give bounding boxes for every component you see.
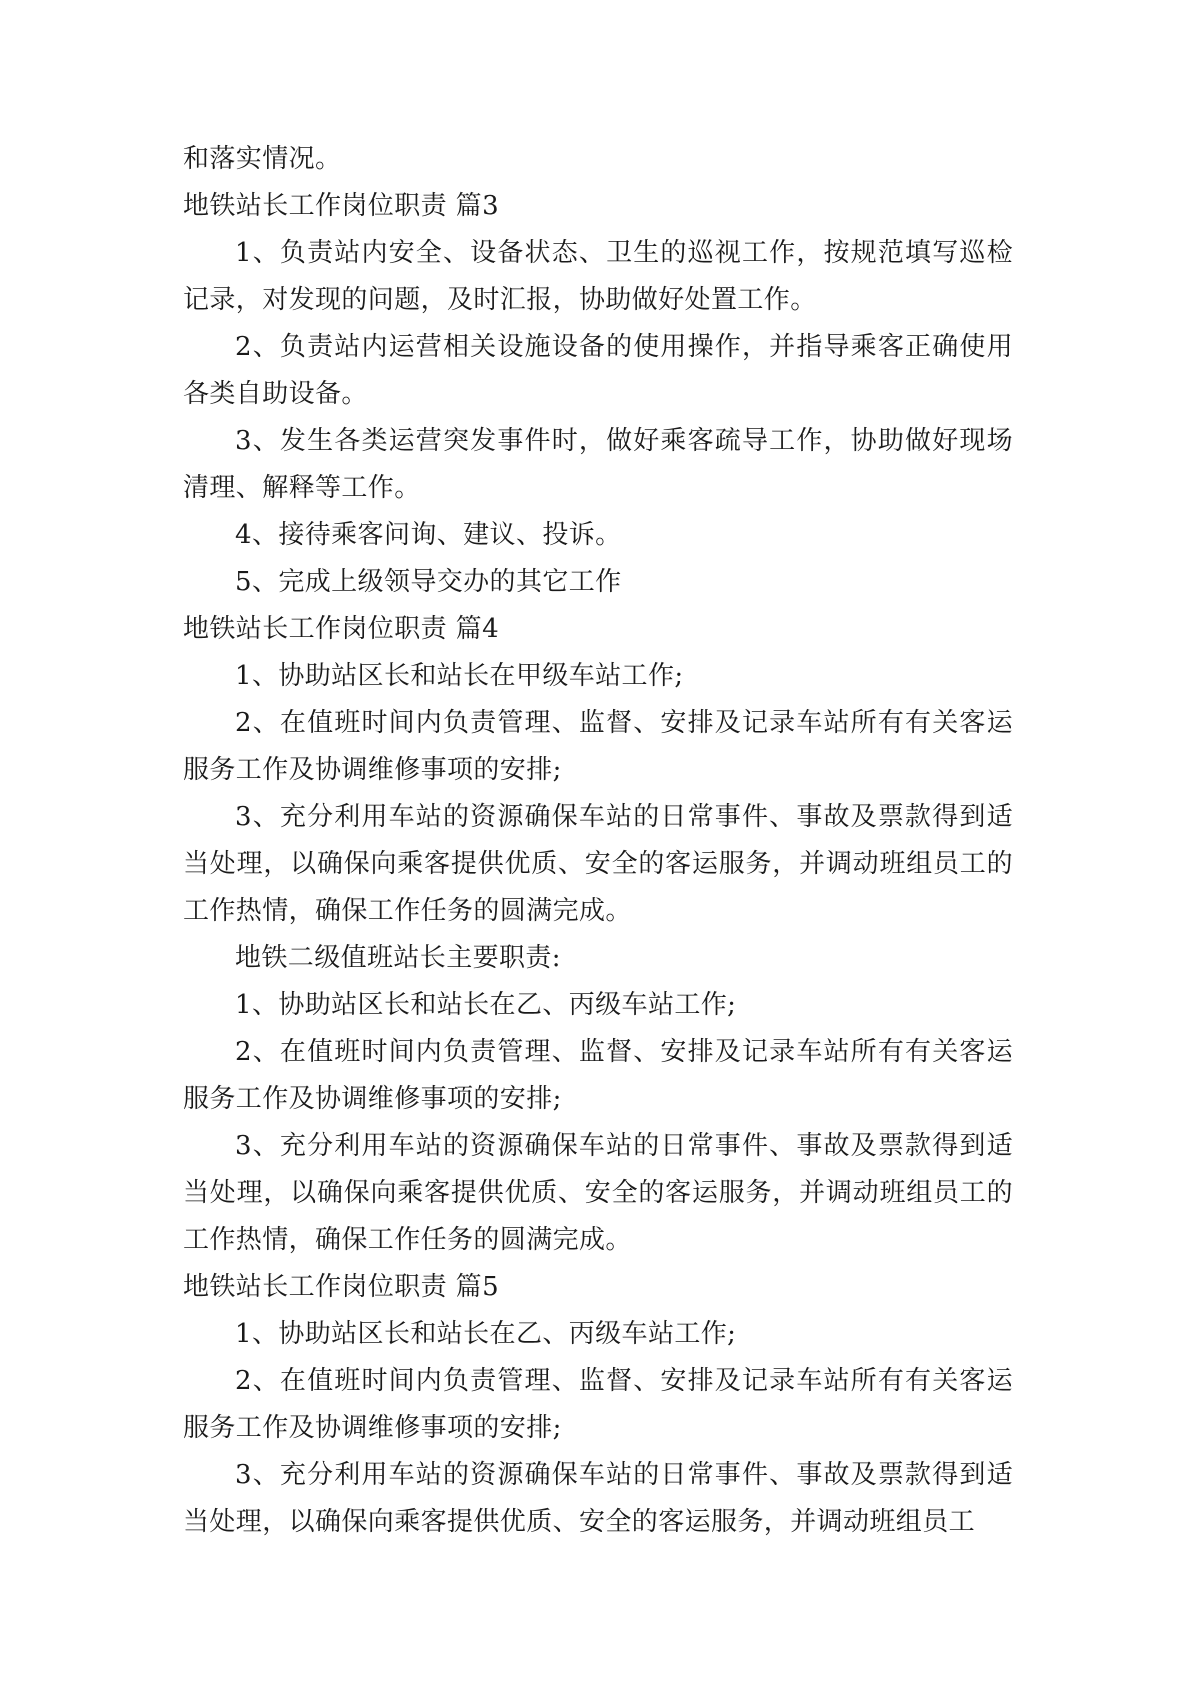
list-item: 4、接待乘客问询、建议、投诉。 — [235, 520, 622, 550]
list-item: 2、负责站内运营相关设施设备的使用操作，并指导乘客正确使用各类自助设备。 — [183, 332, 1013, 409]
list-item: 1、协助站区长和站长在甲级车站工作; — [235, 661, 684, 691]
list-item: 3、充分利用车站的资源确保车站的日常事件、事故及票款得到适当处理，以确保向乘客提供优质、安全的客运服务，并调动班组员工的工作热情，确保工作任务的圆满完成。 — [183, 802, 1013, 926]
section-heading-3: 地铁站长工作岗位职责 篇3 — [183, 191, 500, 221]
list-item: 1、协助站区长和站长在乙、丙级车站工作; — [235, 990, 737, 1020]
list-item: 2、在值班时间内负责管理、监督、安排及记录车站所有有关客运服务工作及协调维修事项的安排; — [183, 1037, 1013, 1114]
list-item: 3、充分利用车站的资源确保车站的日常事件、事故及票款得到适当处理，以确保向乘客提供优质、安全的客运服务，并调动班组员工的工作热情，确保工作任务的圆满完成。 — [183, 1131, 1013, 1255]
subsection-heading: 地铁二级值班站长主要职责: — [235, 943, 561, 973]
list-item: 5、完成上级领导交办的其它工作 — [235, 567, 622, 597]
section-heading-4: 地铁站长工作岗位职责 篇4 — [183, 614, 500, 644]
list-item: 1、负责站内安全、设备状态、卫生的巡视工作，按规范填写巡检记录，对发现的问题，及时汇报，协助做好处置工作。 — [183, 238, 1013, 315]
document-body — [183, 136, 1013, 1546]
section-heading-5: 地铁站长工作岗位职责 篇5 — [183, 1272, 500, 1302]
list-item: 1、协助站区长和站长在乙、丙级车站工作; — [235, 1319, 737, 1349]
body-paragraph-continued: 和落实情况。 — [183, 144, 342, 174]
list-item: 3、充分利用车站的资源确保车站的日常事件、事故及票款得到适当处理，以确保向乘客提供优质、安全的客运服务，并调动班组员工 — [183, 1460, 1013, 1537]
list-item: 3、发生各类运营突发事件时，做好乘客疏导工作，协助做好现场清理、解释等工作。 — [183, 426, 1013, 503]
list-item: 2、在值班时间内负责管理、监督、安排及记录车站所有有关客运服务工作及协调维修事项的安排; — [183, 708, 1013, 785]
list-item: 2、在值班时间内负责管理、监督、安排及记录车站所有有关客运服务工作及协调维修事项的安排; — [183, 1366, 1013, 1443]
